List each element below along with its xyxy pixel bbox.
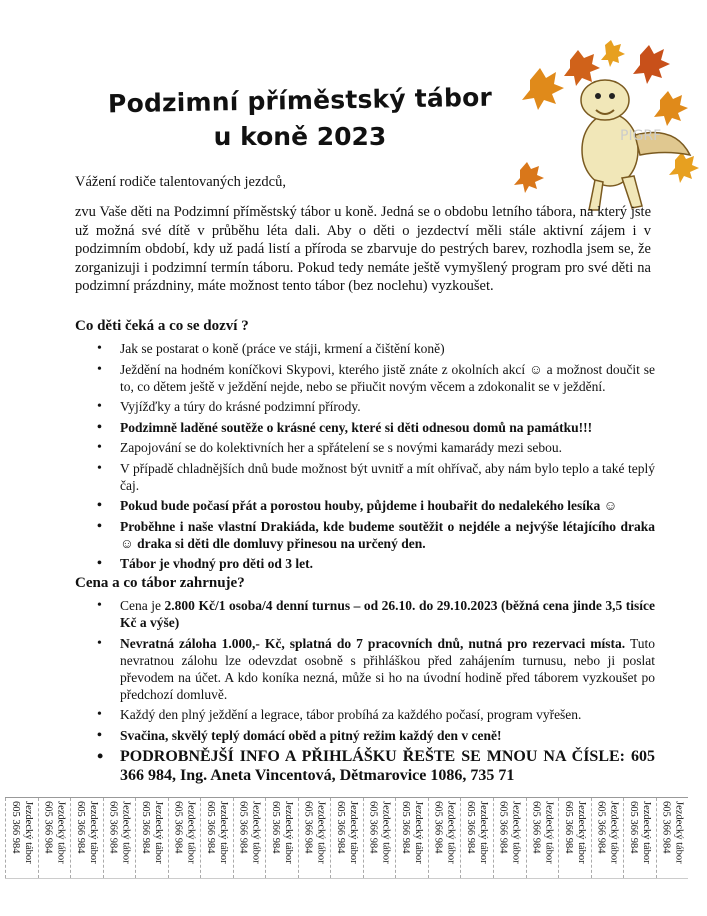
tear-off-text: Jezdecký tábor 605 366 984 [107,801,132,864]
price-list [75,597,655,789]
tear-off-text: Jezdecký tábor 605 366 984 [660,801,685,864]
tear-off-tab[interactable] [135,798,168,878]
tear-off-tab[interactable] [493,798,526,878]
tear-off-text: Jezdecký tábor 605 366 984 [367,801,392,864]
tear-off-tab[interactable] [460,798,493,878]
intro-paragraph: zvu Vaše děti na Podzimní příměstský tábor u koně. Jedná se o obdobu letního tábora, na který jste už možná své dítě v průběhu léta dali. Aby o děti o jezdectví měli stále aktivní zájem i v podzimním období, kdy už padá listí a příroda se zbarvuje do pestrých barev, rozhodla jsem se, že zorganizuji i podzimní termín táboru. Pokud tedy nemáte ještě vymyšlený program pro své děti na podzimní prázdniny, máte možnost tento tábor (bez noclehu) vyzkoušet. [75,204,651,294]
tear-off-strip [5,797,688,879]
tear-off-text: Jezdecký tábor 605 366 984 [432,801,457,864]
tear-off-text: Jezdecký tábor 605 366 984 [237,801,262,864]
horse-with-autumn-leaves-icon [510,40,700,220]
tear-off-text: Jezdecký tábor 605 366 984 [270,801,295,864]
tear-off-tab[interactable] [623,798,656,878]
tear-off-text: Jezdecký tábor 605 366 984 [465,801,490,864]
tear-off-tab[interactable] [103,798,136,878]
program-list [75,340,655,576]
tear-off-tab[interactable] [591,798,624,878]
tear-off-text: Jezdecký tábor 605 366 984 [9,801,34,864]
tear-off-text: Jezdecký tábor 605 366 984 [562,801,587,864]
list-item-price [75,597,655,631]
price-details: 2.800 Kč/1 osoba/4 denní turnus – od 26.10. do 29.10.2023 (běžná cena jinde 3,5 tisíce Kč a výše) [120,598,656,630]
tear-off-text: Jezdecký tábor 605 366 984 [335,801,360,864]
tear-off-tab[interactable] [656,798,689,878]
tear-off-tab[interactable] [298,798,331,878]
tear-off-tab[interactable] [70,798,103,878]
deposit-details: Nevratná záloha 1.000,- Kč, splatná do 7 pracovních dnů, nutná pro rezervaci místa. [120,635,626,651]
tear-off-tab[interactable] [233,798,266,878]
tear-off-tab[interactable] [38,798,71,878]
tear-off-text: Jezdecký tábor 605 366 984 [204,801,229,864]
tear-off-tab[interactable] [526,798,559,878]
tear-off-tab[interactable] [395,798,428,878]
list-item: • Vyjížďky a túry do krásné podzimní přírody. [75,398,655,415]
tear-off-tab[interactable] [5,798,38,878]
tear-off-tab[interactable] [200,798,233,878]
tear-off-tab[interactable] [265,798,298,878]
tear-off-text: Jezdecký tábor 605 366 984 [530,801,555,864]
tear-off-text: Jezdecký tábor 605 366 984 [172,801,197,864]
tear-off-tab[interactable] [363,798,396,878]
list-item: • Ježdění na hodném koníčkovi Skypovi, kterého jistě znáte z okolních akcí ☺ a možnost doučit se to, co dětem ještě v ježdění nejde, nebo se přiučit novým věcem a zdokonalit se v ježdění. [75,361,655,395]
list-item: • Tábor je vhodný pro děti od 3 let. [75,555,655,572]
tear-off-text: Jezdecký tábor 605 366 984 [497,801,522,864]
tear-off-text: Jezdecký tábor 605 366 984 [74,801,99,864]
list-item: • Každý den plný ježdění a legrace, tábor probíhá za každého počasí, program vyřešen. [75,706,655,723]
list-item: • V případě chladnějších dnů bude možnost být uvnitř a mít ohřívač, aby nám bylo teplo a také teplý čaj. [75,460,655,494]
tear-off-tab[interactable] [330,798,363,878]
list-item: • Proběhne i naše vlastní Drakiáda, kde budeme soutěžit o nejdéle a nejvýše létajícího draka ☺ draka si děti dle domluvy přinesou na určený den. [75,518,655,552]
price-prefix: Cena je [120,598,165,613]
tear-off-tab[interactable] [428,798,461,878]
tear-off-text: Jezdecký tábor 605 366 984 [595,801,620,864]
list-item: • Svačina, skvělý teplý domácí oběd a pitný režim každý den v ceně! [75,727,655,744]
section-heading-program: Co děti čeká a co se dozví ? [75,318,249,334]
list-item-deposit [75,635,655,703]
section-heading-price: Cena a co tábor zahrnuje? [75,575,245,591]
list-item: • Pokud bude počasí přát a porostou houby, půjdeme i houbařit do nedalekého lesíka ☺ [75,497,655,514]
contact-info: • PODROBNĚJŠÍ INFO A PŘIHLÁŠKU ŘEŠTE SE MNOU NA ČÍSLE: 605 366 984, Ing. Aneta Vincentová, Dětmarovice 1086, 735 71 [75,747,655,785]
greeting: Vážení rodiče talentovaných jezdců, [75,174,286,190]
list-item: • Podzimně laděné soutěže o krásné ceny, které si děti odnesou domů na památku!!! [75,419,655,436]
tear-off-text: Jezdecký tábor 605 366 984 [400,801,425,864]
tear-off-tab[interactable] [168,798,201,878]
tear-off-text: Jezdecký tábor 605 366 984 [42,801,67,864]
page-title-line-1: Podzimní příměstský tábor [107,82,493,119]
tear-off-tab[interactable] [558,798,591,878]
tear-off-text: Jezdecký tábor 605 366 984 [139,801,164,864]
illustration-watermark: PIGRF [620,128,662,144]
page-title-line-2: u koně 2023 [213,122,387,151]
tear-off-text: Jezdecký tábor 605 366 984 [302,801,327,864]
tear-off-text: Jezdecký tábor 605 366 984 [627,801,652,864]
list-item: • Jak se postarat o koně (práce ve stáji, krmení a čištění koně) [75,340,655,357]
deposit-note: Tuto nevratnou zálohu lze odevzdat osobně s přihláškou před zahájením turnusu, nebo ji poslat převodem na účet. A kdo koníka nezná, může si ho na úvodní hodině před táborem vyzkoušet po předchozí domluvě. [120,635,655,702]
list-item: • Zapojování se do kolektivních her a spřátelení se s novými kamarády mezi sebou. [75,439,655,456]
